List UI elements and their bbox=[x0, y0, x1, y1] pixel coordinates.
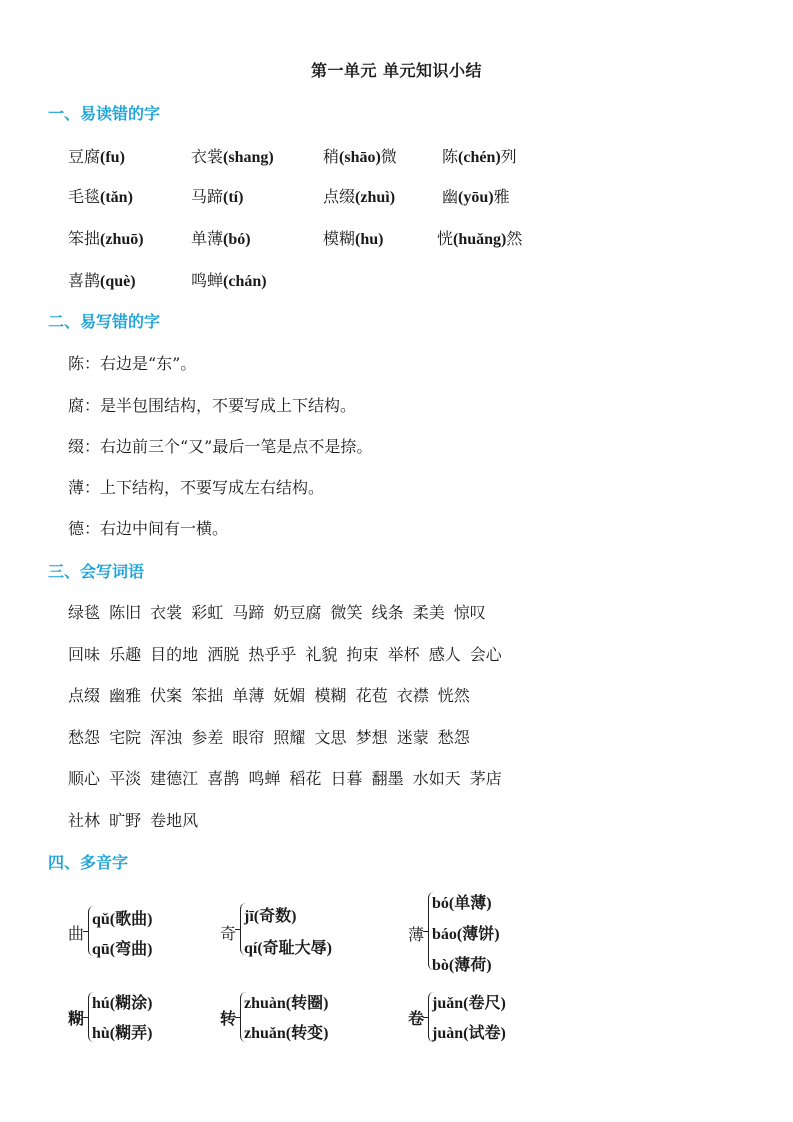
polyphone-option: zhuǎn(转变) bbox=[244, 1025, 329, 1042]
reading-item: 毛毯(tǎn) bbox=[68, 187, 133, 206]
polyphone-group bbox=[68, 898, 188, 968]
polyphone-option: juàn(试卷) bbox=[432, 1025, 506, 1042]
polyphone-option: bó(单薄) bbox=[432, 895, 492, 912]
polyphone-option: jī(奇数) bbox=[244, 908, 297, 925]
words-line: 回味 乐趣 目的地 洒脱 热乎乎 礼貌 拘束 举杯 感人 会心 bbox=[68, 645, 502, 664]
reading-item: 幽(yōu)雅 bbox=[442, 187, 510, 206]
polyphone-char: 糊 bbox=[68, 1009, 85, 1028]
section-heading-words: 三、会写词语 bbox=[48, 562, 145, 581]
reading-item: 马蹄(tí) bbox=[191, 187, 244, 206]
section-heading-polyphones: 四、多音字 bbox=[48, 853, 129, 872]
words-line: 社林 旷野 卷地风 bbox=[68, 811, 199, 830]
reading-item: 笨拙(zhuō) bbox=[68, 229, 144, 248]
reading-item: 喜鹊(què) bbox=[68, 271, 136, 290]
polyphone-option: bò(薄荷) bbox=[432, 957, 492, 974]
section-heading-writing: 二、易写错的字 bbox=[48, 312, 161, 331]
reading-item: 点缀(zhuì) bbox=[323, 187, 396, 206]
polyphone-option: zhuàn(转圈) bbox=[244, 995, 329, 1012]
polyphone-group bbox=[408, 986, 558, 1056]
section-heading-reading: 一、易读错的字 bbox=[48, 104, 161, 123]
polyphone-option: qǔ(歌曲) bbox=[92, 911, 153, 928]
reading-item: 陈(chén)列 bbox=[442, 147, 517, 166]
polyphone-char: 奇 bbox=[220, 924, 237, 943]
polyphone-group bbox=[408, 886, 548, 978]
polyphone-option: báo(薄饼) bbox=[432, 926, 500, 943]
page-title: 第一单元 单元知识小结 bbox=[310, 61, 483, 80]
polyphone-option: hù(糊弄) bbox=[92, 1025, 153, 1042]
reading-item: 模糊(hu) bbox=[323, 229, 384, 248]
polyphone-group bbox=[220, 986, 370, 1056]
writing-note: 陈：右边是“东”。 bbox=[68, 354, 197, 373]
reading-item: 稍(shāo)微 bbox=[323, 147, 397, 166]
polyphone-option: juǎn(卷尺) bbox=[432, 995, 506, 1012]
words-line: 愁怨 宅院 浑浊 参差 眼帘 照耀 文思 梦想 迷蒙 愁怨 bbox=[68, 728, 470, 747]
polyphone-group bbox=[68, 986, 198, 1056]
writing-note: 薄：上下结构，不要写成左右结构。 bbox=[68, 478, 325, 497]
words-line: 绿毯 陈旧 衣裳 彩虹 马蹄 奶豆腐 微笑 线条 柔美 惊叹 bbox=[68, 603, 486, 622]
reading-item: 恍(huǎng)然 bbox=[437, 229, 523, 248]
polyphone-char: 卷 bbox=[408, 1009, 425, 1028]
words-line: 点缀 幽雅 伏案 笨拙 单薄 妩媚 模糊 花苞 衣襟 恍然 bbox=[68, 686, 470, 705]
reading-item: 豆腐(fu) bbox=[68, 147, 125, 166]
polyphone-char: 曲 bbox=[68, 924, 85, 943]
polyphone-char: 薄 bbox=[408, 925, 425, 944]
writing-note: 德：右边中间有一横。 bbox=[68, 519, 229, 538]
words-line: 顺心 平淡 建德江 喜鹊 鸣蝉 稻花 日暮 翻墨 水如天 茅店 bbox=[68, 769, 502, 788]
polyphone-option: hú(糊涂) bbox=[92, 995, 153, 1012]
polyphone-char: 转 bbox=[220, 1009, 237, 1028]
polyphone-group bbox=[220, 895, 370, 965]
polyphone-option: qū(弯曲) bbox=[92, 941, 153, 958]
writing-note: 腐：是半包围结构，不要写成上下结构。 bbox=[68, 396, 357, 415]
polyphone-option: qí(奇耻大辱) bbox=[244, 940, 333, 957]
reading-item: 鸣蝉(chán) bbox=[191, 271, 267, 290]
reading-item: 衣裳(shang) bbox=[191, 147, 274, 166]
reading-item: 单薄(bó) bbox=[191, 229, 251, 248]
writing-note: 缀：右边前三个“又”最后一笔是点不是捺。 bbox=[68, 437, 373, 456]
